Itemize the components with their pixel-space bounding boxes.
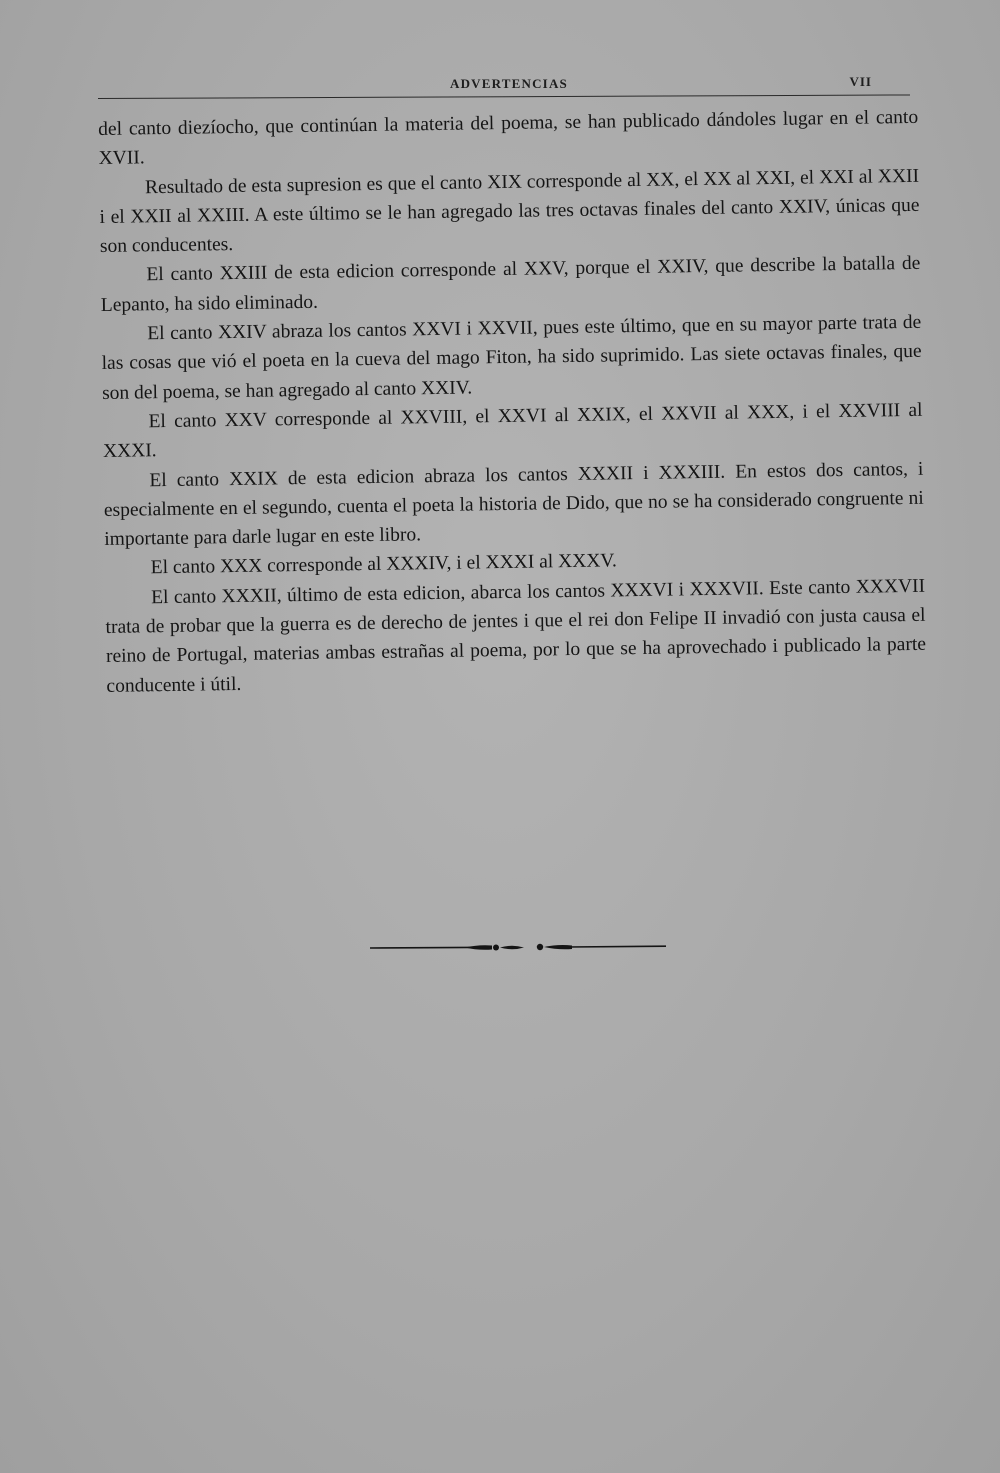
paragraph: El canto XXIII de esta edicion corresponde al XXV, porque el XXIV, que describe la batalla de Lepanto, ha sido eliminado. <box>100 253 921 316</box>
page-number: VII <box>849 74 872 89</box>
paragraph-continuation: del canto diezíocho, que continúan la materia del poema, se han publicado dándoles lugar en el canto XVII. <box>98 106 919 170</box>
ornament-divider <box>370 936 666 956</box>
paragraph: El canto XXX corresponde al XXXIV, i el XXXI al XXXV. <box>150 550 617 579</box>
running-title: ADVERTENCIAS <box>450 76 568 91</box>
paragraph: El canto XXV corresponde al XXVIII, el XXVI al XXIX, el XXVII al XXX, i el XXVIII al XXXI. <box>102 399 923 463</box>
paragraph: El canto XXIV abraza los cantos XXVI i XXVII, pues este último, que en su mayor parte trata de las cosas que vió el poeta en la cueva del mago Fiton, ha sido suprimido. Las siete octavas finales, que son del poema, se han agregado al canto XXIV. <box>101 311 922 404</box>
paragraph: Resultado de esta supresion es que el canto XIX corresponde al XX, el XX al XXI, el XXI al XXII i el XXII al XXIII. A este último se le han agregado las tres octavas finales del canto XXIV, únicas que son conducentes. <box>99 165 920 258</box>
running-head <box>98 70 910 98</box>
body-text <box>98 103 927 701</box>
paragraph: El canto XXXII, último de esta edicion, abarca los cantos XXXVI i XXXVII. Este canto XXXVII trata de probar que la guerra es de derecho de jentes i que el rei don Felipe II invadió con justa causa el reino de Portugal, materias ambas estrañas al poema, por lo que se ha aprovechado i publicado la parte conducente i útil. <box>105 575 927 697</box>
paragraph: El canto XXIX de esta edicion abraza los cantos XXXII i XXXIII. En estos dos cantos, i especialmente en el segundo, cuenta el poeta la historia de Dido, que no se ha considerado congruente ni importante para darle lugar en este libro. <box>103 458 924 551</box>
